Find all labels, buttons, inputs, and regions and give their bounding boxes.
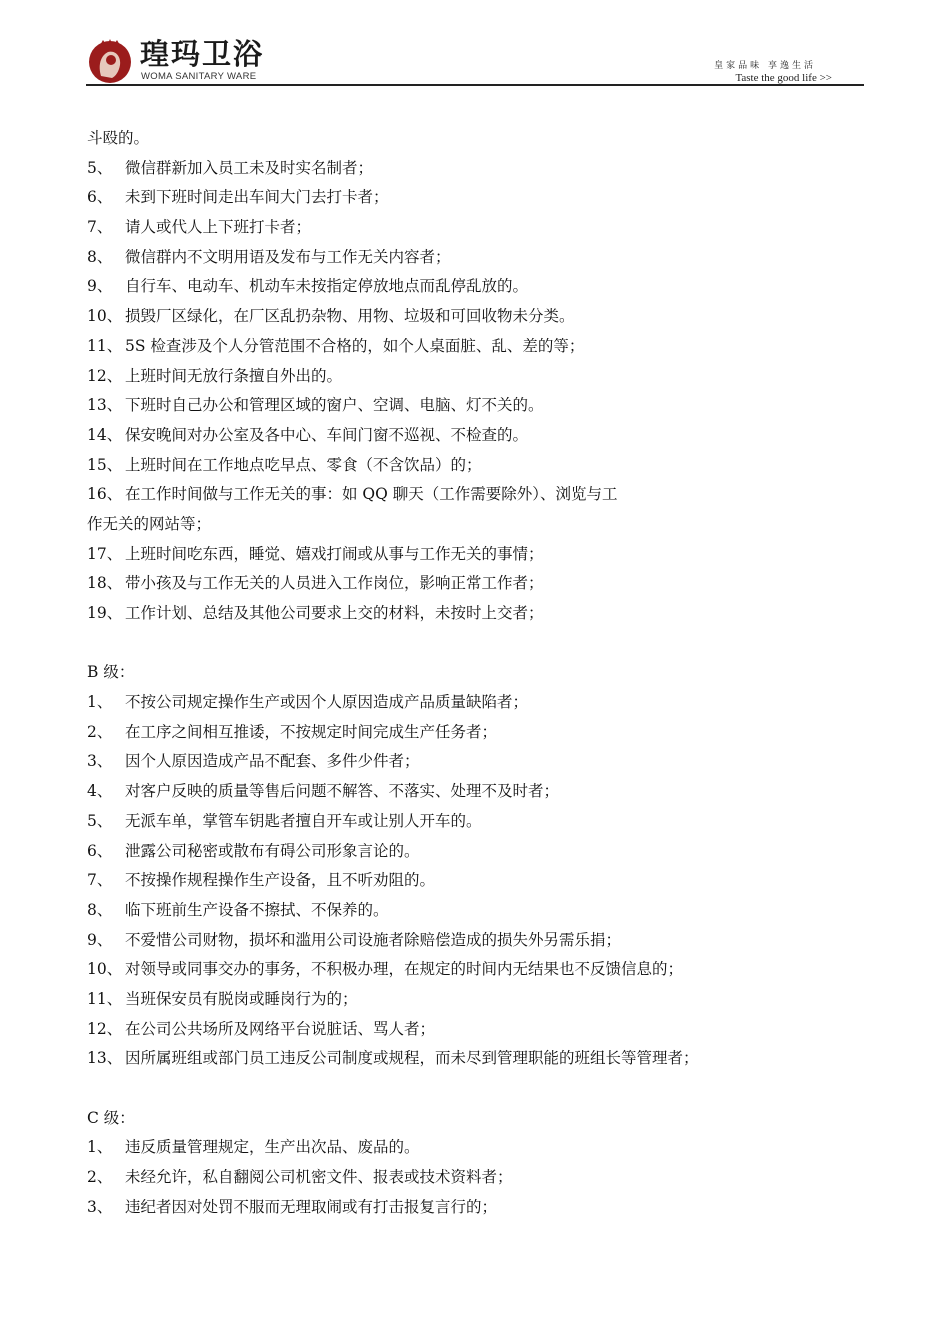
item-text: 违纪者因对处罚不服而无理取闹或有打击报复言行的； xyxy=(125,1197,498,1216)
list-item xyxy=(87,480,847,510)
item-text: 当班保安员有脱岗或睡岗行为的； xyxy=(125,989,358,1008)
slogan-cn: 皇家品味 享逸生活 xyxy=(714,61,816,71)
item-text: 未经允许，私自翻阅公司机密文件、报表或技术资料者； xyxy=(125,1168,513,1187)
item-text: 违反质量管理规定，生产出次品、废品的。 xyxy=(125,1138,420,1157)
list-item xyxy=(87,688,847,718)
item-number: 17、 xyxy=(87,544,123,563)
item-number: 8、 xyxy=(87,900,113,919)
item-number: 10、 xyxy=(87,307,123,326)
list-item xyxy=(87,896,847,926)
header-divider xyxy=(86,84,864,86)
crowned-lion-logo-icon xyxy=(86,36,134,84)
item-number: 19、 xyxy=(87,604,123,622)
item-text: 自行车、电动车、机动车未按指定停放地点而乱停乱放的。 xyxy=(125,277,529,296)
section-c-list xyxy=(87,1133,847,1222)
item-text: 损毁厂区绿化，在厂区乱扔杂物、用物、垃圾和可回收物未分类。 xyxy=(125,307,575,326)
item-number: 5、 xyxy=(87,158,113,177)
item-text: 微信群内不文明用语及发布与工作无关内容者； xyxy=(125,247,451,266)
item-number: 1、 xyxy=(87,693,113,712)
item-text: 未到下班时间走出车间大门去打卡者； xyxy=(125,188,389,207)
item-text: 带小孩及与工作无关的人员进入工作岗位，影响正常工作者； xyxy=(125,574,544,593)
item-text: 保安晚间对办公室及各中心、车间门窗不巡视、不检查的。 xyxy=(125,425,529,444)
list-item xyxy=(87,243,847,273)
list-item xyxy=(87,451,847,481)
item-number: 14、 xyxy=(87,425,123,444)
item-text: 上班时间无放行条擅自外出的。 xyxy=(125,366,343,385)
section-b-title: B 级： xyxy=(87,663,135,682)
item-text: 对客户反映的质量等售后问题不解答、不落实、处理不及时者； xyxy=(125,782,560,801)
list-item xyxy=(87,362,847,392)
list-item xyxy=(87,985,847,1015)
item-text: 因个人原因造成产品不配套、多件少件者； xyxy=(125,752,420,771)
item-text: 5S 检查涉及个人分管范围不合格的，如个人桌面脏、乱、差的等； xyxy=(125,336,585,355)
item-text: 临下班前生产设备不擦拭、不保养的。 xyxy=(125,900,389,919)
item-text: 在公司公共场所及网络平台说脏话、骂人者； xyxy=(125,1019,436,1038)
item-number: 1、 xyxy=(87,1138,113,1157)
item-number: 16、 xyxy=(87,485,123,504)
page-header xyxy=(86,34,864,86)
item-number: 3、 xyxy=(87,752,113,771)
list-item xyxy=(87,718,847,748)
item-number: 3、 xyxy=(87,1197,113,1216)
list-item xyxy=(87,777,847,807)
item-text: 不爱惜公司财物，损坏和滥用公司设施者除赔偿造成的损失外另需乐捐； xyxy=(125,930,622,949)
item-text: 作无关的网站等； xyxy=(87,514,212,533)
item-text: 对领导或同事交办的事务，不积极办理，在规定的时间内无结果也不反馈信息的； xyxy=(125,960,684,979)
list-item xyxy=(87,302,847,332)
item-number: 2、 xyxy=(87,722,113,741)
item-number: 4、 xyxy=(87,782,113,801)
item-text: 请人或代人上下班打卡者； xyxy=(125,218,312,237)
list-item xyxy=(87,391,847,421)
item-number: 11、 xyxy=(87,336,123,355)
item-text: 无派车单，掌管车钥匙者擅自开车或让别人开车的。 xyxy=(125,811,482,830)
list-item xyxy=(87,837,847,867)
list-item xyxy=(87,1193,847,1223)
list-item xyxy=(87,866,847,896)
list-item xyxy=(87,747,847,777)
list-item xyxy=(87,1015,847,1045)
item-number: 13、 xyxy=(87,1049,123,1068)
item-number: 9、 xyxy=(87,930,113,949)
section-a-list xyxy=(87,154,847,629)
item-number: 7、 xyxy=(87,871,113,890)
list-item xyxy=(87,332,847,362)
item-number: 7、 xyxy=(87,218,113,237)
item-number: 18、 xyxy=(87,574,123,593)
item-text: 在工序之间相互推诿，不按规定时间完成生产任务者； xyxy=(125,722,498,741)
item-text: 下班时自己办公和管理区域的窗户、空调、电脑、灯不关的。 xyxy=(125,396,544,415)
item-text: 工作计划、总结及其他公司要求上交的材料，未按时上交者； xyxy=(125,604,544,622)
item-text: 上班时间吃东西，睡觉、嬉戏打闹或从事与工作无关的事情； xyxy=(125,544,544,563)
item-number: 12、 xyxy=(87,366,123,385)
list-item xyxy=(87,569,847,599)
list-item xyxy=(87,807,847,837)
list-item xyxy=(87,1044,847,1074)
item-text: 不按公司规定操作生产或因个人原因造成产品质量缺陷者； xyxy=(125,693,529,712)
list-item xyxy=(87,272,847,302)
list-item xyxy=(87,213,847,243)
list-item xyxy=(87,599,847,629)
item-number: 12、 xyxy=(87,1019,123,1038)
item-number: 15、 xyxy=(87,455,123,474)
item-number: 13、 xyxy=(87,396,123,415)
brand-name-cn: 瑝玛卫浴 xyxy=(140,37,265,71)
list-item xyxy=(87,540,847,570)
item-number: 9、 xyxy=(87,277,113,296)
item-text: 泄露公司秘密或散布有碍公司形象言论的。 xyxy=(125,841,420,860)
document-body xyxy=(87,124,847,1222)
item-number: 6、 xyxy=(87,188,113,207)
item-number: 6、 xyxy=(87,841,113,860)
item-text: 微信群新加入员工未及时实名制者； xyxy=(125,158,374,177)
list-item xyxy=(87,1163,847,1193)
brand-name-en: WOMA SANITARY WARE xyxy=(141,71,257,82)
list-item xyxy=(87,183,847,213)
item-text: 因所属班组或部门员工违反公司制度或规程，而未尽到管理职能的班组长等管理者； xyxy=(125,1049,699,1068)
list-item xyxy=(87,926,847,956)
list-item xyxy=(87,154,847,184)
list-item xyxy=(87,421,847,451)
item-text: 不按操作规程操作生产设备，且不听劝阻的。 xyxy=(125,871,436,890)
list-item xyxy=(87,1133,847,1163)
item-text: 上班时间在工作地点吃早点、零食（不含饮品）的； xyxy=(125,455,482,474)
intro-line: 斗殴的。 xyxy=(87,129,150,147)
list-item xyxy=(87,955,847,985)
section-c-title: C 级： xyxy=(87,1108,135,1127)
item-number: 5、 xyxy=(87,811,113,830)
list-item xyxy=(87,510,847,540)
item-number: 10、 xyxy=(87,960,123,979)
slogan-en: Taste the good life >> xyxy=(735,72,832,84)
section-b-list xyxy=(87,688,847,1074)
item-number: 8、 xyxy=(87,247,113,266)
item-text: 在工作时间做与工作无关的事：如 QQ 聊天（工作需要除外）、浏览与工 xyxy=(125,485,618,504)
item-number: 11、 xyxy=(87,989,123,1008)
item-number: 2、 xyxy=(87,1168,113,1187)
